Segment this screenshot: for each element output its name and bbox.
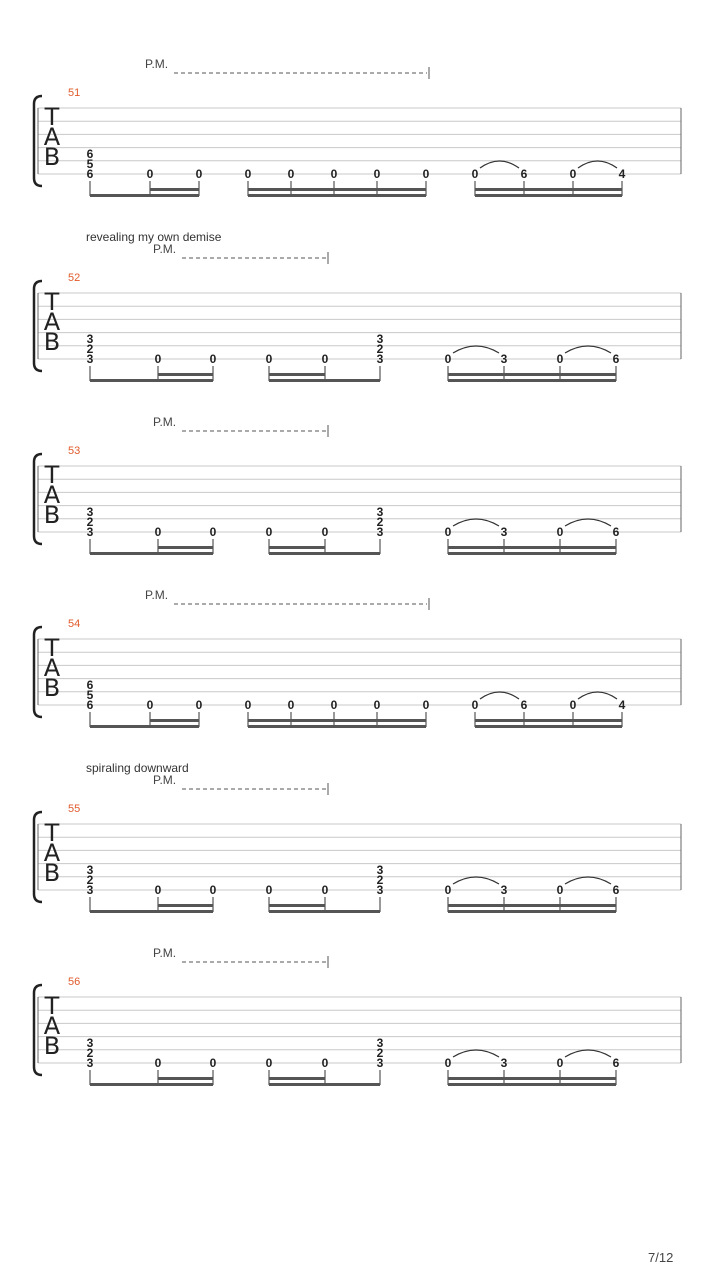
tie-slur bbox=[453, 346, 499, 353]
beam bbox=[448, 1083, 616, 1086]
fret-number: 0 bbox=[321, 1056, 329, 1070]
tab-letter: T bbox=[44, 634, 60, 662]
fret-number: 0 bbox=[373, 698, 381, 712]
fret-number: 3 bbox=[500, 525, 508, 539]
beam-secondary bbox=[158, 546, 213, 549]
fret-number: 0 bbox=[209, 525, 217, 539]
tab-letter: A bbox=[43, 1012, 61, 1040]
tie-slur bbox=[578, 692, 617, 699]
tab-letter: B bbox=[43, 328, 61, 356]
beam bbox=[269, 910, 380, 913]
tab-letter: T bbox=[44, 992, 60, 1020]
beam-secondary bbox=[448, 373, 616, 376]
tab-system-52 bbox=[34, 230, 681, 382]
fret-number: 3 bbox=[86, 1056, 94, 1070]
tab-system-54 bbox=[34, 588, 681, 728]
tab-letter: T bbox=[44, 288, 60, 316]
fret-number: 0 bbox=[321, 352, 329, 366]
fret-number: 3 bbox=[86, 883, 94, 897]
measure-number: 56 bbox=[68, 976, 81, 988]
fret-number: 0 bbox=[422, 167, 430, 181]
fret-number: 0 bbox=[146, 698, 154, 712]
fret-number: 3 bbox=[376, 883, 384, 897]
beam-secondary bbox=[158, 904, 213, 907]
fret-number: 3 bbox=[376, 1056, 384, 1070]
tie-slur bbox=[480, 692, 519, 699]
fret-number: 0 bbox=[146, 167, 154, 181]
beam-secondary bbox=[158, 373, 213, 376]
beam bbox=[90, 910, 213, 913]
fret-number: 6 bbox=[86, 678, 94, 692]
tie-slur bbox=[565, 346, 611, 353]
fret-number: 0 bbox=[330, 167, 338, 181]
fret-number: 0 bbox=[321, 525, 329, 539]
fret-number: 3 bbox=[376, 352, 384, 366]
fret-number: 6 bbox=[520, 167, 528, 181]
beam-secondary bbox=[158, 1077, 213, 1080]
fret-number: 2 bbox=[86, 342, 94, 356]
fret-number: 2 bbox=[86, 1046, 94, 1060]
beam bbox=[90, 725, 199, 728]
beam-secondary bbox=[269, 1077, 325, 1080]
measure-number: 53 bbox=[68, 445, 81, 457]
fret-number: 2 bbox=[86, 873, 94, 887]
fret-number: 3 bbox=[86, 352, 94, 366]
fret-number: 0 bbox=[265, 883, 273, 897]
fret-number: 3 bbox=[86, 332, 94, 346]
tie-slur bbox=[578, 161, 617, 168]
fret-number: 3 bbox=[376, 332, 384, 346]
beam bbox=[248, 194, 426, 197]
beam-secondary bbox=[248, 719, 426, 722]
fret-number: 0 bbox=[287, 698, 295, 712]
fret-number: 3 bbox=[376, 505, 384, 519]
fret-number: 0 bbox=[154, 352, 162, 366]
tie-slur bbox=[565, 519, 611, 526]
tab-letter: T bbox=[44, 103, 60, 131]
palm-mute-label: P.M. bbox=[153, 415, 177, 429]
tab-letter: B bbox=[43, 674, 61, 702]
tie-slur bbox=[453, 519, 499, 526]
palm-mute-label: P.M. bbox=[153, 242, 177, 256]
measure-number: 52 bbox=[68, 272, 81, 284]
measure-number: 55 bbox=[68, 803, 81, 815]
fret-number: 3 bbox=[86, 525, 94, 539]
beam bbox=[90, 552, 213, 555]
fret-number: 0 bbox=[444, 352, 452, 366]
fret-number: 6 bbox=[612, 352, 620, 366]
lyric-text: spiraling downward bbox=[86, 761, 189, 775]
tab-letter: T bbox=[44, 461, 60, 489]
beam bbox=[90, 379, 213, 382]
fret-number: 0 bbox=[422, 698, 430, 712]
beam-secondary bbox=[269, 373, 325, 376]
tab-system-56 bbox=[34, 946, 681, 1086]
fret-number: 0 bbox=[444, 525, 452, 539]
fret-number: 0 bbox=[556, 1056, 564, 1070]
measure-number: 51 bbox=[68, 87, 81, 99]
tab-system-55 bbox=[34, 761, 681, 913]
fret-number: 0 bbox=[209, 883, 217, 897]
fret-number: 2 bbox=[376, 873, 384, 887]
tab-letter: A bbox=[43, 308, 61, 336]
fret-number: 2 bbox=[376, 515, 384, 529]
beam-secondary bbox=[150, 188, 199, 191]
tab-letter: B bbox=[43, 1032, 61, 1060]
beam bbox=[90, 194, 199, 197]
beam-secondary bbox=[475, 188, 622, 191]
fret-number: 0 bbox=[154, 883, 162, 897]
fret-number: 6 bbox=[612, 883, 620, 897]
fret-number: 0 bbox=[321, 883, 329, 897]
beam-secondary bbox=[448, 904, 616, 907]
tab-letter: B bbox=[43, 501, 61, 529]
fret-number: 0 bbox=[265, 525, 273, 539]
tab-system-53 bbox=[34, 415, 681, 555]
beam-secondary bbox=[269, 546, 325, 549]
fret-number: 0 bbox=[195, 167, 203, 181]
fret-number: 0 bbox=[265, 352, 273, 366]
tab-letter: A bbox=[43, 839, 61, 867]
fret-number: 3 bbox=[376, 1036, 384, 1050]
fret-number: 6 bbox=[612, 525, 620, 539]
beam bbox=[269, 552, 380, 555]
fret-number: 3 bbox=[86, 505, 94, 519]
beam bbox=[475, 725, 622, 728]
beam-secondary bbox=[150, 719, 199, 722]
beam-secondary bbox=[248, 188, 426, 191]
fret-number: 0 bbox=[569, 167, 577, 181]
fret-number: 0 bbox=[556, 352, 564, 366]
beam bbox=[448, 552, 616, 555]
tab-letter: A bbox=[43, 123, 61, 151]
beam-secondary bbox=[448, 546, 616, 549]
fret-number: 0 bbox=[569, 698, 577, 712]
fret-number: 4 bbox=[618, 167, 626, 181]
fret-number: 6 bbox=[86, 698, 94, 712]
fret-number: 3 bbox=[86, 863, 94, 877]
fret-number: 0 bbox=[154, 1056, 162, 1070]
beam bbox=[475, 194, 622, 197]
beam-secondary bbox=[448, 1077, 616, 1080]
tie-slur bbox=[565, 1050, 611, 1057]
tie-slur bbox=[453, 1050, 499, 1057]
tie-slur bbox=[453, 877, 499, 884]
beam-secondary bbox=[269, 904, 325, 907]
lyric-text: revealing my own demise bbox=[86, 230, 222, 244]
tie-slur bbox=[480, 161, 519, 168]
fret-number: 0 bbox=[244, 167, 252, 181]
beam bbox=[448, 379, 616, 382]
fret-number: 5 bbox=[86, 688, 94, 702]
tab-letter: A bbox=[43, 481, 61, 509]
palm-mute-label: P.M. bbox=[153, 773, 177, 787]
tab-letter: T bbox=[44, 819, 60, 847]
fret-number: 6 bbox=[520, 698, 528, 712]
fret-number: 6 bbox=[612, 1056, 620, 1070]
fret-number: 0 bbox=[209, 1056, 217, 1070]
fret-number: 0 bbox=[373, 167, 381, 181]
fret-number: 5 bbox=[86, 157, 94, 171]
fret-number: 0 bbox=[244, 698, 252, 712]
fret-number: 3 bbox=[376, 863, 384, 877]
fret-number: 0 bbox=[556, 883, 564, 897]
fret-number: 0 bbox=[471, 698, 479, 712]
fret-number: 0 bbox=[154, 525, 162, 539]
tab-letter: B bbox=[43, 143, 61, 171]
beam bbox=[269, 1083, 380, 1086]
palm-mute-label: P.M. bbox=[153, 946, 177, 960]
fret-number: 3 bbox=[86, 1036, 94, 1050]
beam bbox=[248, 725, 426, 728]
fret-number: 2 bbox=[376, 342, 384, 356]
palm-mute-label: P.M. bbox=[145, 588, 169, 602]
fret-number: 2 bbox=[86, 515, 94, 529]
tab-letter: B bbox=[43, 859, 61, 887]
beam bbox=[269, 379, 380, 382]
fret-number: 4 bbox=[618, 698, 626, 712]
fret-number: 0 bbox=[444, 1056, 452, 1070]
palm-mute-label: P.M. bbox=[145, 57, 169, 71]
beam bbox=[90, 1083, 213, 1086]
fret-number: 0 bbox=[556, 525, 564, 539]
fret-number: 2 bbox=[376, 1046, 384, 1060]
fret-number: 0 bbox=[209, 352, 217, 366]
fret-number: 3 bbox=[500, 1056, 508, 1070]
fret-number: 0 bbox=[444, 883, 452, 897]
beam-secondary bbox=[475, 719, 622, 722]
fret-number: 3 bbox=[500, 352, 508, 366]
fret-number: 0 bbox=[195, 698, 203, 712]
fret-number: 0 bbox=[330, 698, 338, 712]
fret-number: 0 bbox=[471, 167, 479, 181]
tab-letter: A bbox=[43, 654, 61, 682]
page-number: 7/12 bbox=[648, 1250, 674, 1265]
fret-number: 0 bbox=[265, 1056, 273, 1070]
fret-number: 6 bbox=[86, 167, 94, 181]
fret-number: 6 bbox=[86, 147, 94, 161]
fret-number: 3 bbox=[500, 883, 508, 897]
tab-system-51 bbox=[34, 57, 681, 197]
tie-slur bbox=[565, 877, 611, 884]
measure-number: 54 bbox=[68, 618, 81, 630]
fret-number: 0 bbox=[287, 167, 295, 181]
fret-number: 3 bbox=[376, 525, 384, 539]
beam bbox=[448, 910, 616, 913]
